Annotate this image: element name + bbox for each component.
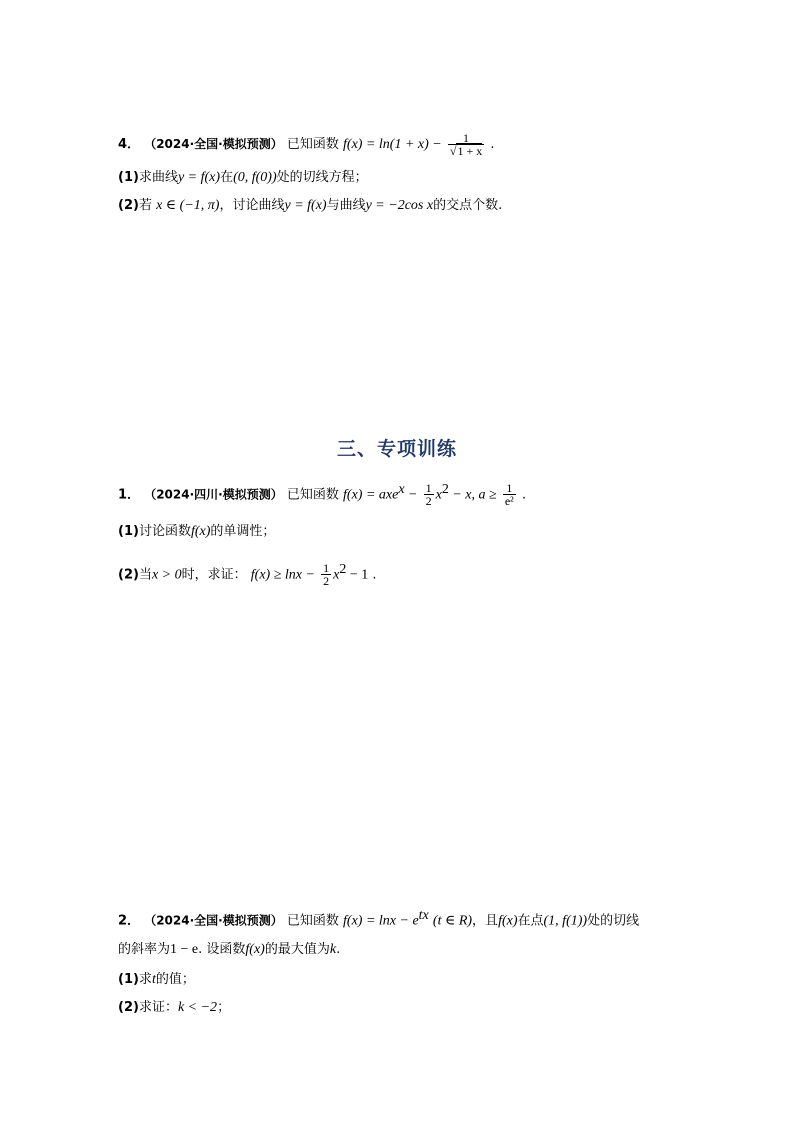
s1-part2-text-b: 时，求证： — [181, 567, 247, 583]
s2-expr1-sup: tx — [418, 908, 429, 923]
s2-part2-label: (2) — [118, 1000, 139, 1015]
q4-part2-text-a: 若 — [138, 198, 152, 213]
s1-part2-frac-den: 2 — [323, 574, 330, 589]
q4-part1-text-c: 处的切线方程； — [276, 170, 368, 185]
s1-part2-end: . — [372, 567, 377, 583]
q4-part2-expr3: y = −2cos x — [365, 198, 434, 213]
s1-part2-expr3: x — [333, 567, 340, 583]
s1-part1-expr: f(x) — [190, 524, 211, 539]
s1-part2-expr2: f(x) ≥ lnx − — [250, 567, 315, 583]
s2-expr4: (1, f(1)) — [543, 913, 588, 929]
q4-statement — [118, 132, 495, 157]
q4-part1-expr2: (0, f(0)) — [233, 170, 277, 185]
q4-part1-expr1: y = f(x) — [177, 170, 221, 185]
s1-part1-label: (1) — [118, 524, 139, 539]
s2-text-b: ，且 — [472, 913, 499, 929]
s2-line2-expr: 1 − e — [170, 942, 199, 957]
s2-expr1: f(x) = lnx − e — [343, 913, 419, 929]
s1-fraction2 — [503, 482, 516, 507]
s1-expr-d: − x, a ≥ — [448, 487, 497, 503]
s1-source: （2024·四川·模拟预测） — [144, 487, 283, 502]
s1-part2-expr4: − 1 — [346, 567, 369, 583]
s2-statement-line2 — [118, 940, 340, 960]
s2-part1-text-a: 求 — [138, 972, 152, 987]
s1-statement — [118, 480, 526, 507]
q4-part2-expr1: x ∈ (−1, π) — [156, 198, 220, 213]
q4-part2-text-c: 与曲线 — [326, 198, 366, 213]
s1-part2-text-a: 当 — [138, 567, 152, 583]
q4-part1-label: (1) — [118, 170, 139, 185]
s1-part2-expr3-sup: 2 — [339, 562, 347, 577]
s1-expr-a: f(x) = axe — [343, 487, 399, 503]
s2-part1-expr: t — [151, 972, 156, 987]
q4-part1-text-b: 在 — [220, 170, 234, 185]
s1-frac1-den: 2 — [425, 494, 432, 509]
s1-part2-fraction — [321, 562, 331, 587]
s2-source: （2024·全国·模拟预测） — [144, 913, 283, 928]
s1-frac1-num: 1 — [425, 481, 432, 496]
q4-part1-text-a: 求曲线 — [138, 170, 178, 185]
q4-part2-text-d: 的交点个数. — [433, 198, 503, 213]
s2-expr2: (t ∈ R) — [432, 913, 473, 929]
s2-expr3: f(x) — [498, 913, 518, 929]
s1-part2-expr1: x > 0 — [151, 567, 182, 583]
s2-intro: 已知函数 — [286, 913, 339, 929]
s2-part1 — [118, 970, 195, 990]
s2-line2-expr2: f(x) — [245, 942, 265, 957]
q4-part1 — [118, 168, 368, 188]
s1-frac2-den: e² — [504, 494, 514, 509]
q4-function-expr: f(x) = ln(1 + x) − — [343, 137, 442, 152]
s2-line2-expr3: k — [329, 942, 337, 957]
section-title: 三、专项训练 — [336, 438, 457, 460]
s2-part2 — [118, 998, 230, 1018]
s1-frac2-num: 1 — [503, 482, 516, 495]
s1-part1 — [118, 522, 275, 542]
s1-expr-b: − — [404, 487, 418, 503]
q4-part2-text-b: ，讨论曲线 — [219, 198, 285, 213]
q4-frac-denominator: √1 + x — [449, 144, 483, 158]
s1-part1-text-a: 讨论函数 — [138, 524, 191, 539]
q4-number: 4． — [118, 137, 141, 152]
s2-part2-text-a: 求证： — [138, 1000, 178, 1015]
s1-intro: 已知函数 — [286, 487, 339, 503]
s1-number: 1． — [118, 487, 141, 503]
s2-line2-text-b: . 设函数 — [198, 942, 246, 957]
q4-part2 — [118, 196, 502, 216]
q4-part2-expr2: y = f(x) — [284, 198, 327, 213]
q4-intro: 已知函数 — [286, 137, 339, 152]
s1-part2-label: (2) — [118, 567, 139, 583]
s2-part2-text-b: ； — [217, 1000, 231, 1015]
s2-number: 2． — [118, 913, 141, 929]
s2-line2-end: . — [336, 942, 341, 957]
q4-part2-label: (2) — [118, 198, 139, 213]
s1-fraction1 — [424, 482, 434, 507]
s2-part1-text-b: 的值； — [155, 972, 195, 987]
s2-line2-text-c: 的最大值为 — [264, 942, 330, 957]
s1-expr-c-sup: 2 — [441, 482, 449, 497]
s2-statement — [118, 906, 639, 931]
q4-end: . — [490, 137, 495, 152]
s1-part2 — [118, 560, 377, 587]
s1-end: . — [521, 487, 527, 503]
q4-sqrt-radicand: 1 + x — [457, 144, 483, 158]
q4-fraction — [448, 132, 484, 157]
s2-text-c: 在点 — [517, 913, 544, 929]
q4-frac-numerator: 1 — [448, 132, 484, 145]
s1-expr-sup: x — [398, 482, 405, 497]
s2-part1-label: (1) — [118, 972, 139, 987]
s2-text-d: 处的切线 — [587, 913, 640, 929]
q4-source: （2024·全国·模拟预测） — [144, 137, 283, 151]
s2-part2-expr: k < −2 — [177, 1000, 218, 1015]
s1-expr-c: x — [435, 487, 442, 503]
s1-part1-text-b: 的单调性； — [210, 524, 276, 539]
s1-part2-frac-num: 1 — [323, 561, 330, 576]
s2-line2-text-a: 的斜率为 — [118, 942, 171, 957]
